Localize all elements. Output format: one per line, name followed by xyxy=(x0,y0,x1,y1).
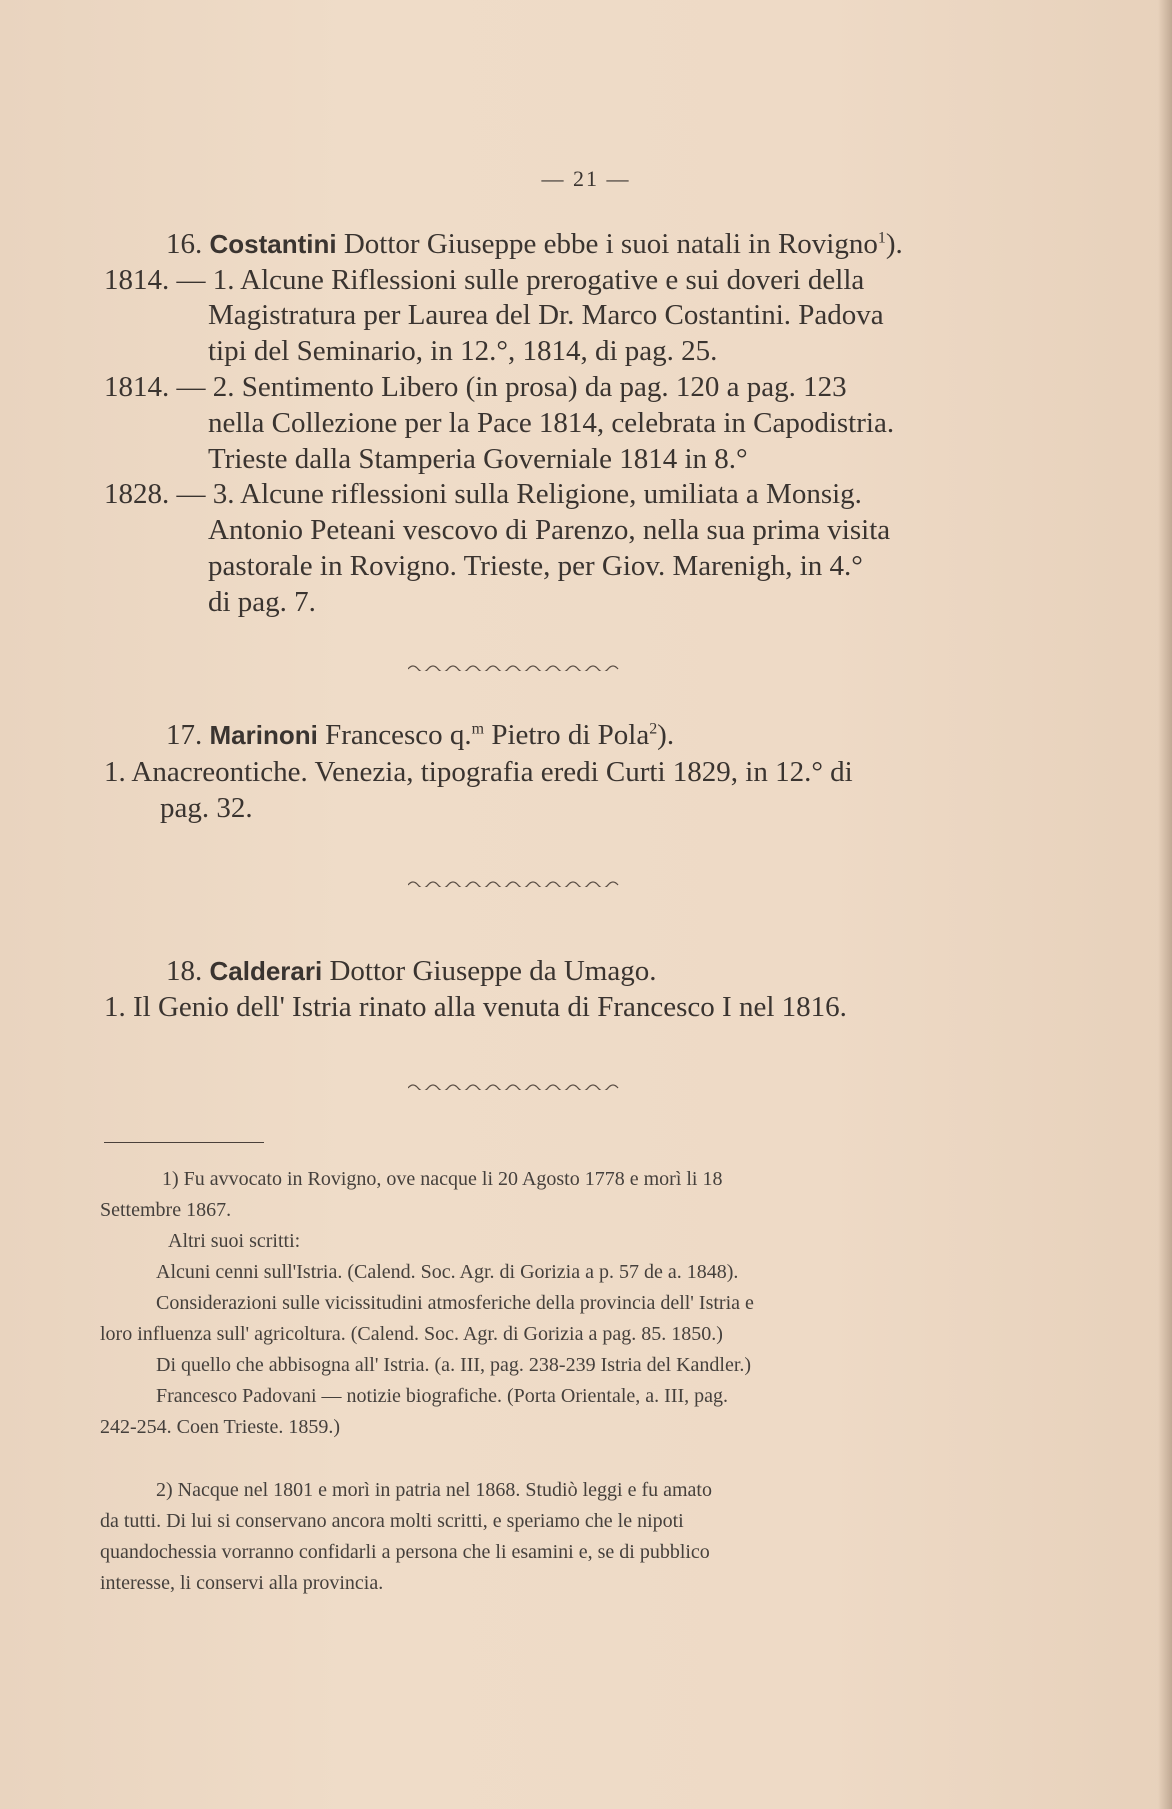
heading-text: Dottor Giuseppe ebbe i suoi natali in Rovigno xyxy=(336,228,878,260)
text-line: 1814. — 2. Sentimento Libero (in prosa) da pag. 120 a pag. 123 xyxy=(104,371,847,403)
footnote-rule xyxy=(104,1142,264,1143)
text-line: Magistratura per Laurea del Dr. Marco Costantini. Padova xyxy=(208,299,884,331)
superscript: m xyxy=(471,720,485,738)
footnote-line: Altri suoi scritti: xyxy=(168,1230,301,1252)
text-line: pag. 32. xyxy=(160,792,253,824)
entry-heading xyxy=(166,721,674,750)
author-name: Calderari xyxy=(209,956,323,986)
wavy-separator xyxy=(408,879,620,887)
footnote-ref: 1 xyxy=(877,229,886,247)
text-line: nella Collezione per la Pace 1814, celebrata in Capodistria. xyxy=(208,407,895,439)
entry-number: 17. xyxy=(166,719,203,751)
page-edge-shadow xyxy=(1158,0,1172,1809)
wavy-separator xyxy=(408,1082,620,1090)
text-line: Trieste dalla Stamperia Governiale 1814 in 8.° xyxy=(208,443,748,475)
text-line: 1814. — 1. Alcune Riflessioni sulle prerogative e sui doveri della xyxy=(104,264,865,296)
footnote-line: Di quello che abbisogna all' Istria. (a. III, pag. 238-239 Istria del Kandler.) xyxy=(156,1354,752,1376)
footnote-line: 2) Nacque nel 1801 e morì in patria nel 1868. Studiò leggi e fu amato xyxy=(156,1479,712,1501)
heading-text: Dottor Giuseppe da Umago. xyxy=(322,955,657,987)
heading-end: ). xyxy=(657,719,675,751)
heading-text: Francesco q. xyxy=(317,719,472,751)
footnote-line: Settembre 1867. xyxy=(100,1199,232,1221)
entry-heading xyxy=(166,957,656,986)
author-name: Marinoni xyxy=(209,720,318,750)
footnote-line: interesse, li conservi alla provincia. xyxy=(100,1572,384,1594)
footnote-line: Francesco Padovani — notizie biografiche. (Porta Orientale, a. III, pag. xyxy=(156,1385,729,1407)
footnote-line: quandochessia vorranno confidarli a persona che li esamini e, se di pubblico xyxy=(100,1541,710,1563)
text-line: pastorale in Rovigno. Trieste, per Giov. Marenigh, in 4.° xyxy=(208,550,863,582)
footnote-line: 1) Fu avvocato in Rovigno, ove nacque li 20 Agosto 1778 e morì li 18 xyxy=(162,1168,723,1190)
footnote-line: Alcuni cenni sull'Istria. (Calend. Soc. Agr. di Gorizia a p. 57 de a. 1848). xyxy=(156,1261,739,1283)
text-line: 1. Anacreontiche. Venezia, tipografia eredi Curti 1829, in 12.° di xyxy=(104,756,853,788)
entry-number: 18. xyxy=(166,955,203,987)
text-line: 1828. — 3. Alcune riflessioni sulla Religione, umiliata a Monsig. xyxy=(104,478,862,510)
author-name: Costantini xyxy=(209,229,337,259)
heading-text: Pietro di Pola xyxy=(484,719,650,751)
entry-number: 16. xyxy=(166,228,203,260)
footnote-ref: 2 xyxy=(649,720,658,738)
text-line: di pag. 7. xyxy=(208,586,316,618)
footnote-line: da tutti. Di lui si conservano ancora molti scritti, e speriamo che le nipoti xyxy=(100,1510,684,1532)
footnote-line: loro influenza sull' agricoltura. (Calend. Soc. Agr. di Gorizia a pag. 85. 1850.) xyxy=(100,1323,723,1345)
text-line: Antonio Peteani vescovo di Parenzo, nella sua prima visita xyxy=(208,514,891,546)
wavy-separator xyxy=(408,663,620,671)
footnote-line: 242-254. Coen Trieste. 1859.) xyxy=(100,1416,340,1438)
footnote-line: Considerazioni sulle vicissitudini atmosferiche della provincia dell' Istria e xyxy=(156,1292,754,1314)
entry-heading xyxy=(166,230,903,259)
heading-end: ). xyxy=(885,228,903,260)
text-line: 1. Il Genio dell' Istria rinato alla venuta di Francesco I nel 1816. xyxy=(104,991,847,1023)
page-number: — 21 — xyxy=(541,166,631,191)
text-line: tipi del Seminario, in 12.°, 1814, di pag. 25. xyxy=(208,335,718,367)
